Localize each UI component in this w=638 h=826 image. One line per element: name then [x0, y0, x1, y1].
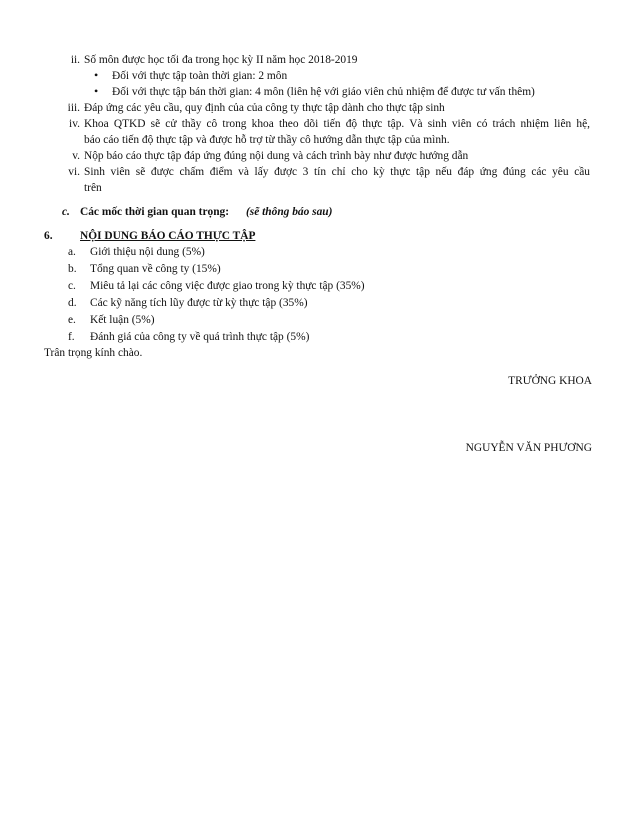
item-iv-number: iv. — [69, 118, 80, 130]
list-item-letter: c. — [68, 280, 76, 292]
item-v-text: Nộp báo cáo thực tập đáp ứng đúng nội dung và cách trình bày như được hướng dẫn — [84, 150, 469, 162]
section-c-label: Các mốc thời gian quan trọng: — [80, 206, 230, 218]
section-6-number: 6. — [44, 230, 53, 242]
bullet-item-parttime: Đối với thực tập bán thời gian: 4 môn (liên hệ với giáo viên chủ nhiệm để được tư vấn thêm) — [112, 86, 535, 98]
list-item: Kết luận (5%) — [90, 314, 155, 326]
item-iv-line1: Khoa QTKD sẽ cử thầy cô trong khoa theo dõi tiến độ thực tập. Và sinh viên có trách nhiệm liên hệ, — [84, 118, 590, 130]
list-item: Miêu tả lại các công việc được giao trong kỳ thực tập (35%) — [90, 280, 365, 292]
item-iii-text: Đáp ứng các yêu cầu, quy định của của công ty thực tập dành cho thực tập sinh — [84, 102, 445, 114]
item-vi-number: vi. — [68, 166, 80, 178]
bullet-item-fulltime: Đối với thực tập toàn thời gian: 2 môn — [112, 70, 288, 82]
list-item-letter: b. — [68, 263, 77, 275]
item-ii-text: Số môn được học tối đa trong học kỳ II năm học 2018-2019 — [84, 54, 358, 66]
bullet-icon: • — [94, 68, 99, 82]
list-item-letter: f. — [68, 331, 75, 343]
bullet-icon: • — [94, 84, 99, 98]
list-item: Các kỹ năng tích lũy được từ kỳ thực tập (35%) — [90, 297, 308, 309]
list-item: Đánh giá của công ty về quá trình thực tập (5%) — [90, 331, 310, 343]
item-iv-line2: báo cáo tiến độ thực tập và được hỗ trợ từ thầy cô hướng dẫn thực tập của mình. — [84, 134, 450, 146]
list-item-letter: e. — [68, 314, 76, 326]
section-c-letter: c. — [62, 206, 70, 218]
list-item-letter: d. — [68, 297, 77, 309]
list-item: Giới thiệu nội dung (5%) — [90, 246, 205, 258]
closing-greeting: Trân trọng kính chào. — [44, 347, 143, 359]
list-item: Tổng quan về công ty (15%) — [90, 263, 221, 275]
section-6-heading: NỘI DUNG BÁO CÁO THỰC TẬP — [80, 230, 256, 242]
section-c-note: (sẽ thông báo sau) — [246, 206, 333, 218]
list-item-letter: a. — [68, 246, 76, 258]
item-vi-line1: Sinh viên sẽ được chấm điểm và lấy được 3 tín chỉ cho kỳ thực tập nếu đáp ứng đúng các yêu cầu — [84, 166, 590, 178]
signature-title: TRƯỞNG KHOA — [508, 375, 592, 387]
signer-name: NGUYỄN VĂN PHƯƠNG — [465, 442, 592, 454]
item-ii-number: ii. — [70, 54, 80, 66]
item-vi-line2: trên — [84, 182, 102, 194]
item-v-number: v. — [72, 150, 80, 162]
item-iii-number: iii. — [67, 102, 80, 114]
